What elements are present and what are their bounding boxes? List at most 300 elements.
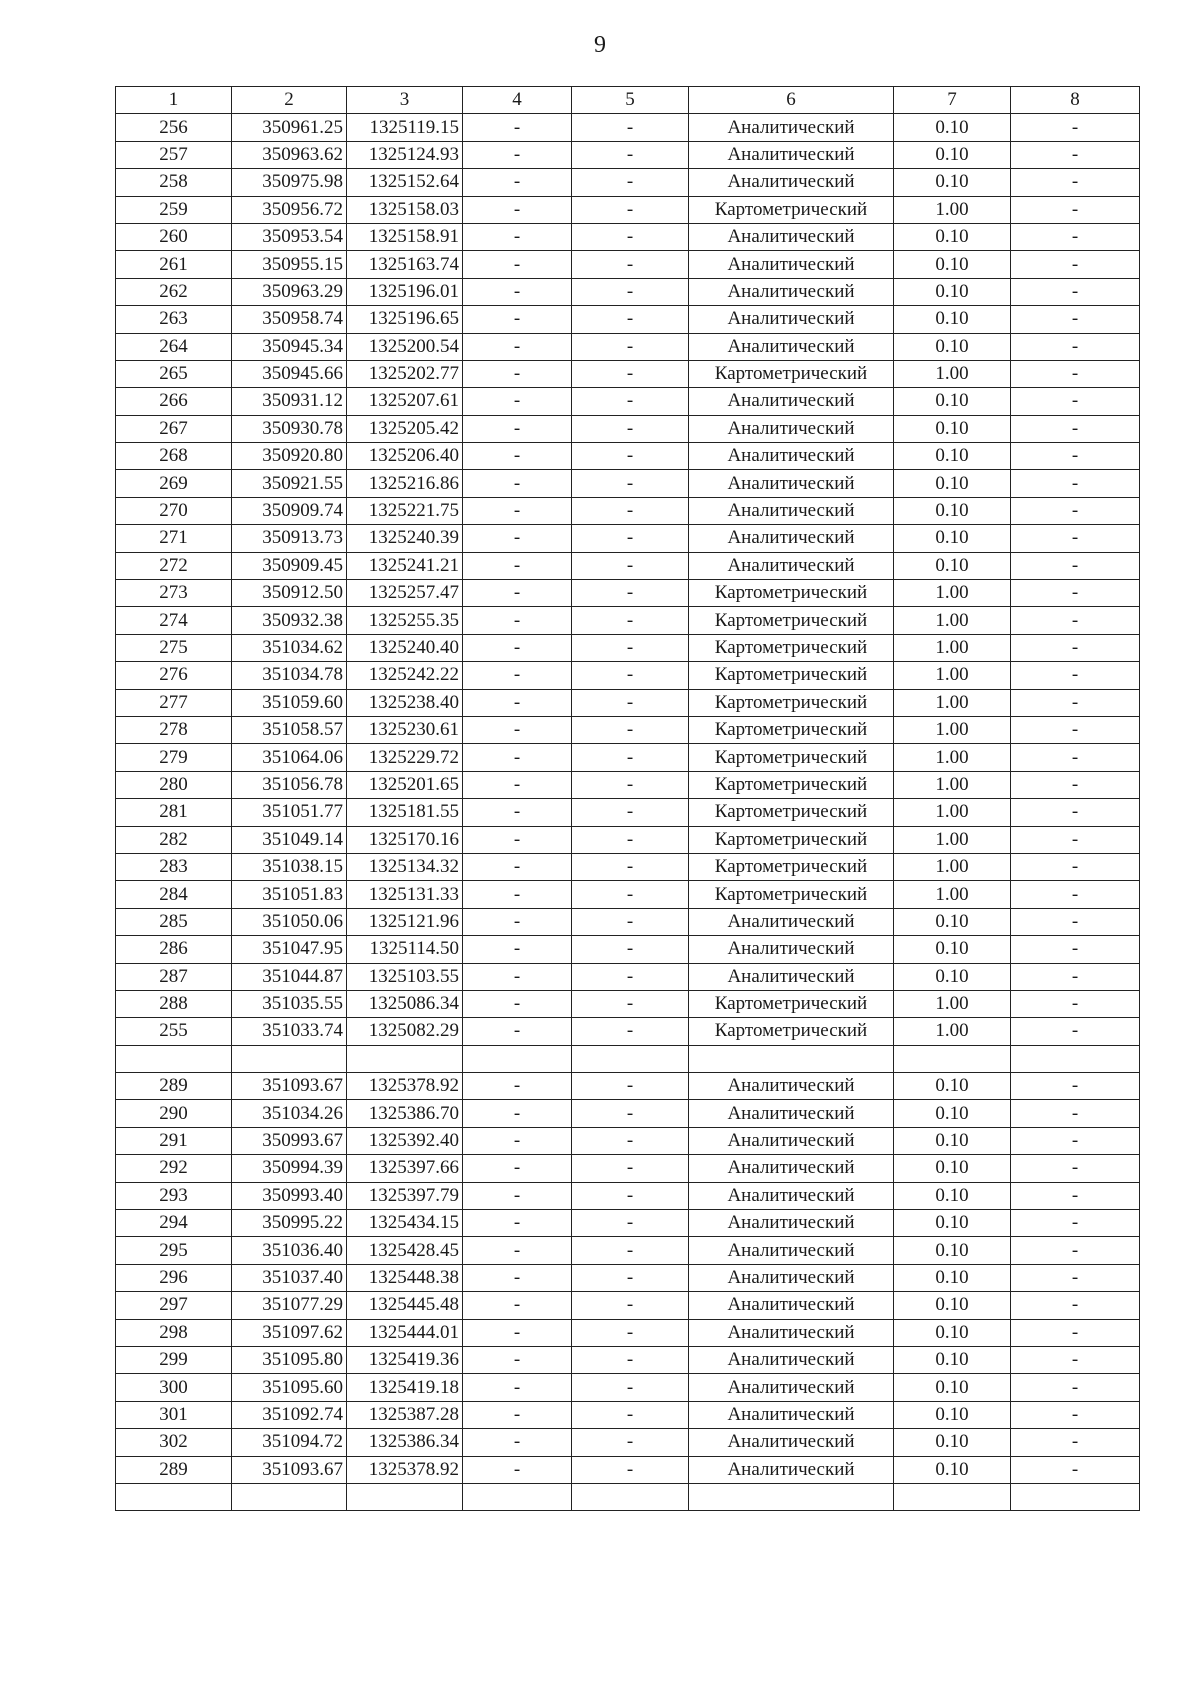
table-row <box>116 963 1140 990</box>
point-id-cell: 286 <box>116 936 232 963</box>
column-5-cell: - <box>572 716 689 743</box>
y-coordinate-cell: 1325392.40 <box>347 1127 463 1154</box>
column-4-cell: - <box>463 415 572 442</box>
column-header: 1 <box>116 87 232 114</box>
column-8-cell: - <box>1011 853 1140 880</box>
column-header: 6 <box>689 87 894 114</box>
column-5-cell: - <box>572 908 689 935</box>
point-id-cell: 266 <box>116 388 232 415</box>
column-4-cell: - <box>463 771 572 798</box>
method-cell: Аналитический <box>689 1292 894 1319</box>
column-5-cell: - <box>572 415 689 442</box>
column-5-cell: - <box>572 196 689 223</box>
x-coordinate-cell: 351093.67 <box>232 1073 347 1100</box>
y-coordinate-cell: 1325255.35 <box>347 607 463 634</box>
method-cell: Картометрический <box>689 771 894 798</box>
column-4-cell: - <box>463 607 572 634</box>
column-5-cell: - <box>572 251 689 278</box>
column-4-cell: - <box>463 1429 572 1456</box>
column-4-cell: - <box>463 799 572 826</box>
column-5-cell <box>572 1045 689 1072</box>
point-id-cell: 271 <box>116 525 232 552</box>
column-4-cell: - <box>463 1401 572 1428</box>
x-coordinate-cell: 350945.34 <box>232 333 347 360</box>
column-4-cell: - <box>463 552 572 579</box>
y-coordinate-cell: 1325444.01 <box>347 1319 463 1346</box>
method-cell: Аналитический <box>689 1346 894 1373</box>
y-coordinate-cell: 1325196.01 <box>347 278 463 305</box>
x-coordinate-cell: 350921.55 <box>232 470 347 497</box>
method-cell <box>689 1045 894 1072</box>
x-coordinate-cell: 350955.15 <box>232 251 347 278</box>
column-8-cell: - <box>1011 908 1140 935</box>
table-row <box>116 470 1140 497</box>
accuracy-cell: 0.10 <box>894 306 1011 333</box>
point-id-cell: 294 <box>116 1210 232 1237</box>
x-coordinate-cell: 350963.29 <box>232 278 347 305</box>
method-cell: Аналитический <box>689 141 894 168</box>
method-cell: Аналитический <box>689 497 894 524</box>
method-cell: Картометрический <box>689 360 894 387</box>
column-5-cell: - <box>572 689 689 716</box>
point-id-cell: 298 <box>116 1319 232 1346</box>
y-coordinate-cell: 1325131.33 <box>347 881 463 908</box>
column-header: 3 <box>347 87 463 114</box>
accuracy-cell: 0.10 <box>894 552 1011 579</box>
column-8-cell <box>1011 1483 1140 1510</box>
column-8-cell: - <box>1011 936 1140 963</box>
table-row <box>116 1127 1140 1154</box>
table-row <box>116 771 1140 798</box>
method-cell: Аналитический <box>689 963 894 990</box>
column-8-cell: - <box>1011 580 1140 607</box>
point-id-cell: 283 <box>116 853 232 880</box>
y-coordinate-cell: 1325134.32 <box>347 853 463 880</box>
point-id-cell: 281 <box>116 799 232 826</box>
table-row <box>116 169 1140 196</box>
column-8-cell: - <box>1011 1073 1140 1100</box>
method-cell: Аналитический <box>689 333 894 360</box>
column-8-cell: - <box>1011 1319 1140 1346</box>
column-8-cell: - <box>1011 1264 1140 1291</box>
column-5-cell: - <box>572 443 689 470</box>
x-coordinate-cell: 351036.40 <box>232 1237 347 1264</box>
point-id-cell: 288 <box>116 990 232 1017</box>
point-id-cell: 289 <box>116 1073 232 1100</box>
x-coordinate-cell: 351077.29 <box>232 1292 347 1319</box>
accuracy-cell: 0.10 <box>894 470 1011 497</box>
method-cell: Аналитический <box>689 1401 894 1428</box>
x-coordinate-cell: 351050.06 <box>232 908 347 935</box>
accuracy-cell: 1.00 <box>894 196 1011 223</box>
point-id-cell: 299 <box>116 1346 232 1373</box>
column-header: 5 <box>572 87 689 114</box>
column-8-cell: - <box>1011 744 1140 771</box>
column-header: 4 <box>463 87 572 114</box>
point-id-cell: 255 <box>116 1018 232 1045</box>
x-coordinate-cell: 351051.83 <box>232 881 347 908</box>
column-4-cell: - <box>463 826 572 853</box>
column-4-cell: - <box>463 141 572 168</box>
y-coordinate-cell: 1325378.92 <box>347 1073 463 1100</box>
y-coordinate-cell: 1325445.48 <box>347 1292 463 1319</box>
y-coordinate-cell: 1325200.54 <box>347 333 463 360</box>
column-5-cell: - <box>572 1100 689 1127</box>
point-id-cell: 280 <box>116 771 232 798</box>
column-8-cell: - <box>1011 169 1140 196</box>
table-row <box>116 497 1140 524</box>
method-cell: Аналитический <box>689 415 894 442</box>
column-5-cell: - <box>572 1237 689 1264</box>
table-row <box>116 881 1140 908</box>
method-cell: Картометрический <box>689 1018 894 1045</box>
column-5-cell: - <box>572 278 689 305</box>
x-coordinate-cell: 351095.60 <box>232 1374 347 1401</box>
accuracy-cell: 1.00 <box>894 580 1011 607</box>
column-4-cell: - <box>463 525 572 552</box>
accuracy-cell: 0.10 <box>894 963 1011 990</box>
column-5-cell <box>572 1483 689 1510</box>
table-row <box>116 141 1140 168</box>
column-4-cell: - <box>463 1073 572 1100</box>
point-id-cell: 297 <box>116 1292 232 1319</box>
column-4-cell <box>463 1483 572 1510</box>
column-5-cell: - <box>572 1182 689 1209</box>
column-4-cell <box>463 1045 572 1072</box>
accuracy-cell: 1.00 <box>894 853 1011 880</box>
column-8-cell: - <box>1011 388 1140 415</box>
y-coordinate-cell: 1325206.40 <box>347 443 463 470</box>
accuracy-cell: 1.00 <box>894 990 1011 1017</box>
method-cell: Картометрический <box>689 634 894 661</box>
method-cell: Аналитический <box>689 251 894 278</box>
column-4-cell: - <box>463 333 572 360</box>
y-coordinate-cell: 1325086.34 <box>347 990 463 1017</box>
accuracy-cell: 0.10 <box>894 1374 1011 1401</box>
y-coordinate-cell: 1325397.79 <box>347 1182 463 1209</box>
point-id-cell: 260 <box>116 223 232 250</box>
column-4-cell: - <box>463 360 572 387</box>
column-4-cell: - <box>463 689 572 716</box>
accuracy-cell: 0.10 <box>894 497 1011 524</box>
y-coordinate-cell: 1325207.61 <box>347 388 463 415</box>
point-id-cell: 275 <box>116 634 232 661</box>
point-id-cell: 258 <box>116 169 232 196</box>
x-coordinate-cell: 350945.66 <box>232 360 347 387</box>
accuracy-cell: 0.10 <box>894 415 1011 442</box>
method-cell: Аналитический <box>689 1264 894 1291</box>
point-id-cell: 267 <box>116 415 232 442</box>
column-8-cell: - <box>1011 1127 1140 1154</box>
column-4-cell: - <box>463 1264 572 1291</box>
column-4-cell: - <box>463 470 572 497</box>
x-coordinate-cell: 351059.60 <box>232 689 347 716</box>
column-4-cell: - <box>463 1319 572 1346</box>
accuracy-cell: 0.10 <box>894 1264 1011 1291</box>
table-row <box>116 1237 1140 1264</box>
point-id-cell: 289 <box>116 1456 232 1483</box>
column-8-cell: - <box>1011 360 1140 387</box>
point-id-cell: 279 <box>116 744 232 771</box>
column-header: 2 <box>232 87 347 114</box>
accuracy-cell: 0.10 <box>894 223 1011 250</box>
x-coordinate-cell: 350958.74 <box>232 306 347 333</box>
table-row <box>116 1429 1140 1456</box>
column-4-cell: - <box>463 990 572 1017</box>
x-coordinate-cell: 351034.26 <box>232 1100 347 1127</box>
y-coordinate-cell: 1325103.55 <box>347 963 463 990</box>
y-coordinate-cell: 1325216.86 <box>347 470 463 497</box>
method-cell: Аналитический <box>689 908 894 935</box>
y-coordinate-cell: 1325196.65 <box>347 306 463 333</box>
column-5-cell: - <box>572 306 689 333</box>
x-coordinate-cell: 351056.78 <box>232 771 347 798</box>
x-coordinate-cell: 351064.06 <box>232 744 347 771</box>
y-coordinate-cell: 1325419.18 <box>347 1374 463 1401</box>
accuracy-cell: 0.10 <box>894 1456 1011 1483</box>
accuracy-cell: 0.10 <box>894 141 1011 168</box>
accuracy-cell: 1.00 <box>894 360 1011 387</box>
method-cell: Картометрический <box>689 744 894 771</box>
y-coordinate-cell: 1325434.15 <box>347 1210 463 1237</box>
y-coordinate-cell: 1325229.72 <box>347 744 463 771</box>
column-4-cell: - <box>463 1346 572 1373</box>
point-id-cell: 293 <box>116 1182 232 1209</box>
column-4-cell: - <box>463 1292 572 1319</box>
point-id-cell: 284 <box>116 881 232 908</box>
column-5-cell: - <box>572 497 689 524</box>
column-5-cell: - <box>572 1374 689 1401</box>
column-8-cell: - <box>1011 470 1140 497</box>
table-row <box>116 1319 1140 1346</box>
accuracy-cell: 1.00 <box>894 826 1011 853</box>
column-4-cell: - <box>463 881 572 908</box>
column-8-cell: - <box>1011 607 1140 634</box>
column-8-cell: - <box>1011 1100 1140 1127</box>
column-5-cell: - <box>572 525 689 552</box>
accuracy-cell: 1.00 <box>894 716 1011 743</box>
column-4-cell: - <box>463 936 572 963</box>
table-row <box>116 1155 1140 1182</box>
x-coordinate-cell: 350975.98 <box>232 169 347 196</box>
y-coordinate-cell: 1325221.75 <box>347 497 463 524</box>
y-coordinate-cell <box>347 1483 463 1510</box>
table-row <box>116 826 1140 853</box>
method-cell: Аналитический <box>689 1210 894 1237</box>
method-cell: Картометрический <box>689 881 894 908</box>
x-coordinate-cell: 351051.77 <box>232 799 347 826</box>
accuracy-cell: 1.00 <box>894 799 1011 826</box>
x-coordinate-cell: 350963.62 <box>232 141 347 168</box>
accuracy-cell: 0.10 <box>894 1237 1011 1264</box>
x-coordinate-cell: 350909.74 <box>232 497 347 524</box>
table-row <box>116 689 1140 716</box>
column-8-cell: - <box>1011 826 1140 853</box>
point-id-cell: 262 <box>116 278 232 305</box>
column-8-cell: - <box>1011 799 1140 826</box>
method-cell: Аналитический <box>689 278 894 305</box>
method-cell: Аналитический <box>689 1155 894 1182</box>
column-5-cell: - <box>572 799 689 826</box>
column-5-cell: - <box>572 771 689 798</box>
column-4-cell: - <box>463 1018 572 1045</box>
column-8-cell: - <box>1011 881 1140 908</box>
table-row <box>116 114 1140 141</box>
x-coordinate-cell: 350930.78 <box>232 415 347 442</box>
column-8-cell: - <box>1011 716 1140 743</box>
column-5-cell: - <box>572 881 689 908</box>
empty-row <box>116 1045 1140 1072</box>
x-coordinate-cell: 350995.22 <box>232 1210 347 1237</box>
y-coordinate-cell: 1325119.15 <box>347 114 463 141</box>
column-4-cell: - <box>463 251 572 278</box>
y-coordinate-cell: 1325163.74 <box>347 251 463 278</box>
point-id-cell: 282 <box>116 826 232 853</box>
table-row <box>116 525 1140 552</box>
column-8-cell: - <box>1011 1210 1140 1237</box>
table-row <box>116 333 1140 360</box>
point-id-cell: 292 <box>116 1155 232 1182</box>
column-4-cell: - <box>463 662 572 689</box>
table-row <box>116 251 1140 278</box>
accuracy-cell: 0.10 <box>894 1127 1011 1154</box>
method-cell <box>689 1483 894 1510</box>
point-id-cell: 274 <box>116 607 232 634</box>
table-row <box>116 552 1140 579</box>
column-8-cell: - <box>1011 1292 1140 1319</box>
x-coordinate-cell: 351097.62 <box>232 1319 347 1346</box>
column-8-cell: - <box>1011 443 1140 470</box>
accuracy-cell: 1.00 <box>894 634 1011 661</box>
column-8-cell: - <box>1011 1237 1140 1264</box>
column-5-cell: - <box>572 1073 689 1100</box>
column-5-cell: - <box>572 936 689 963</box>
point-id-cell: 259 <box>116 196 232 223</box>
accuracy-cell: 0.10 <box>894 1182 1011 1209</box>
x-coordinate-cell: 351033.74 <box>232 1018 347 1045</box>
column-5-cell: - <box>572 744 689 771</box>
y-coordinate-cell: 1325241.21 <box>347 552 463 579</box>
method-cell: Аналитический <box>689 1127 894 1154</box>
point-id-cell: 277 <box>116 689 232 716</box>
accuracy-cell: 0.10 <box>894 1155 1011 1182</box>
accuracy-cell: 0.10 <box>894 1319 1011 1346</box>
accuracy-cell: 0.10 <box>894 388 1011 415</box>
accuracy-cell: 0.10 <box>894 1346 1011 1373</box>
column-5-cell: - <box>572 1319 689 1346</box>
table-row <box>116 1264 1140 1291</box>
column-5-cell: - <box>572 360 689 387</box>
y-coordinate-cell: 1325124.93 <box>347 141 463 168</box>
x-coordinate-cell: 351095.80 <box>232 1346 347 1373</box>
table-row <box>116 1182 1140 1209</box>
column-4-cell: - <box>463 963 572 990</box>
accuracy-cell: 0.10 <box>894 908 1011 935</box>
point-id-cell: 287 <box>116 963 232 990</box>
method-cell: Аналитический <box>689 1374 894 1401</box>
column-4-cell: - <box>463 1155 572 1182</box>
column-8-cell: - <box>1011 525 1140 552</box>
column-5-cell: - <box>572 333 689 360</box>
column-5-cell: - <box>572 826 689 853</box>
x-coordinate-cell: 351034.62 <box>232 634 347 661</box>
column-8-cell: - <box>1011 141 1140 168</box>
x-coordinate-cell: 351037.40 <box>232 1264 347 1291</box>
column-5-cell: - <box>572 169 689 196</box>
column-5-cell: - <box>572 990 689 1017</box>
column-8-cell: - <box>1011 415 1140 442</box>
method-cell: Аналитический <box>689 114 894 141</box>
column-5-cell: - <box>572 607 689 634</box>
column-8-cell: - <box>1011 1346 1140 1373</box>
table-row <box>116 716 1140 743</box>
column-5-cell: - <box>572 552 689 579</box>
point-id-cell: 295 <box>116 1237 232 1264</box>
table-row <box>116 1018 1140 1045</box>
column-4-cell: - <box>463 1182 572 1209</box>
point-id-cell: 278 <box>116 716 232 743</box>
column-8-cell: - <box>1011 662 1140 689</box>
method-cell: Картометрический <box>689 990 894 1017</box>
x-coordinate-cell: 351038.15 <box>232 853 347 880</box>
y-coordinate-cell: 1325158.03 <box>347 196 463 223</box>
method-cell: Аналитический <box>689 1100 894 1127</box>
y-coordinate-cell: 1325158.91 <box>347 223 463 250</box>
table-body <box>116 114 1140 1511</box>
method-cell: Картометрический <box>689 853 894 880</box>
method-cell: Аналитический <box>689 552 894 579</box>
y-coordinate-cell: 1325170.16 <box>347 826 463 853</box>
point-id-cell: 265 <box>116 360 232 387</box>
table-row <box>116 1100 1140 1127</box>
y-coordinate-cell: 1325387.28 <box>347 1401 463 1428</box>
x-coordinate-cell: 351034.78 <box>232 662 347 689</box>
point-id-cell: 302 <box>116 1429 232 1456</box>
point-id-cell: 268 <box>116 443 232 470</box>
table-row <box>116 196 1140 223</box>
accuracy-cell: 1.00 <box>894 662 1011 689</box>
column-5-cell: - <box>572 580 689 607</box>
column-5-cell: - <box>572 662 689 689</box>
x-coordinate-cell: 350931.12 <box>232 388 347 415</box>
accuracy-cell: 0.10 <box>894 114 1011 141</box>
column-5-cell: - <box>572 1429 689 1456</box>
column-4-cell: - <box>463 223 572 250</box>
table-row <box>116 1374 1140 1401</box>
table-row <box>116 1210 1140 1237</box>
method-cell: Аналитический <box>689 470 894 497</box>
column-4-cell: - <box>463 744 572 771</box>
column-5-cell: - <box>572 853 689 880</box>
column-5-cell: - <box>572 1264 689 1291</box>
table-row <box>116 990 1140 1017</box>
accuracy-cell: 1.00 <box>894 744 1011 771</box>
column-8-cell: - <box>1011 114 1140 141</box>
table-row <box>116 1401 1140 1428</box>
column-4-cell: - <box>463 169 572 196</box>
x-coordinate-cell: 351058.57 <box>232 716 347 743</box>
x-coordinate-cell <box>232 1045 347 1072</box>
column-4-cell: - <box>463 388 572 415</box>
column-5-cell: - <box>572 470 689 497</box>
accuracy-cell: 0.10 <box>894 1210 1011 1237</box>
table-row <box>116 360 1140 387</box>
point-id-cell: 285 <box>116 908 232 935</box>
column-5-cell: - <box>572 388 689 415</box>
table-row <box>116 1073 1140 1100</box>
point-id-cell: 301 <box>116 1401 232 1428</box>
y-coordinate-cell: 1325201.65 <box>347 771 463 798</box>
